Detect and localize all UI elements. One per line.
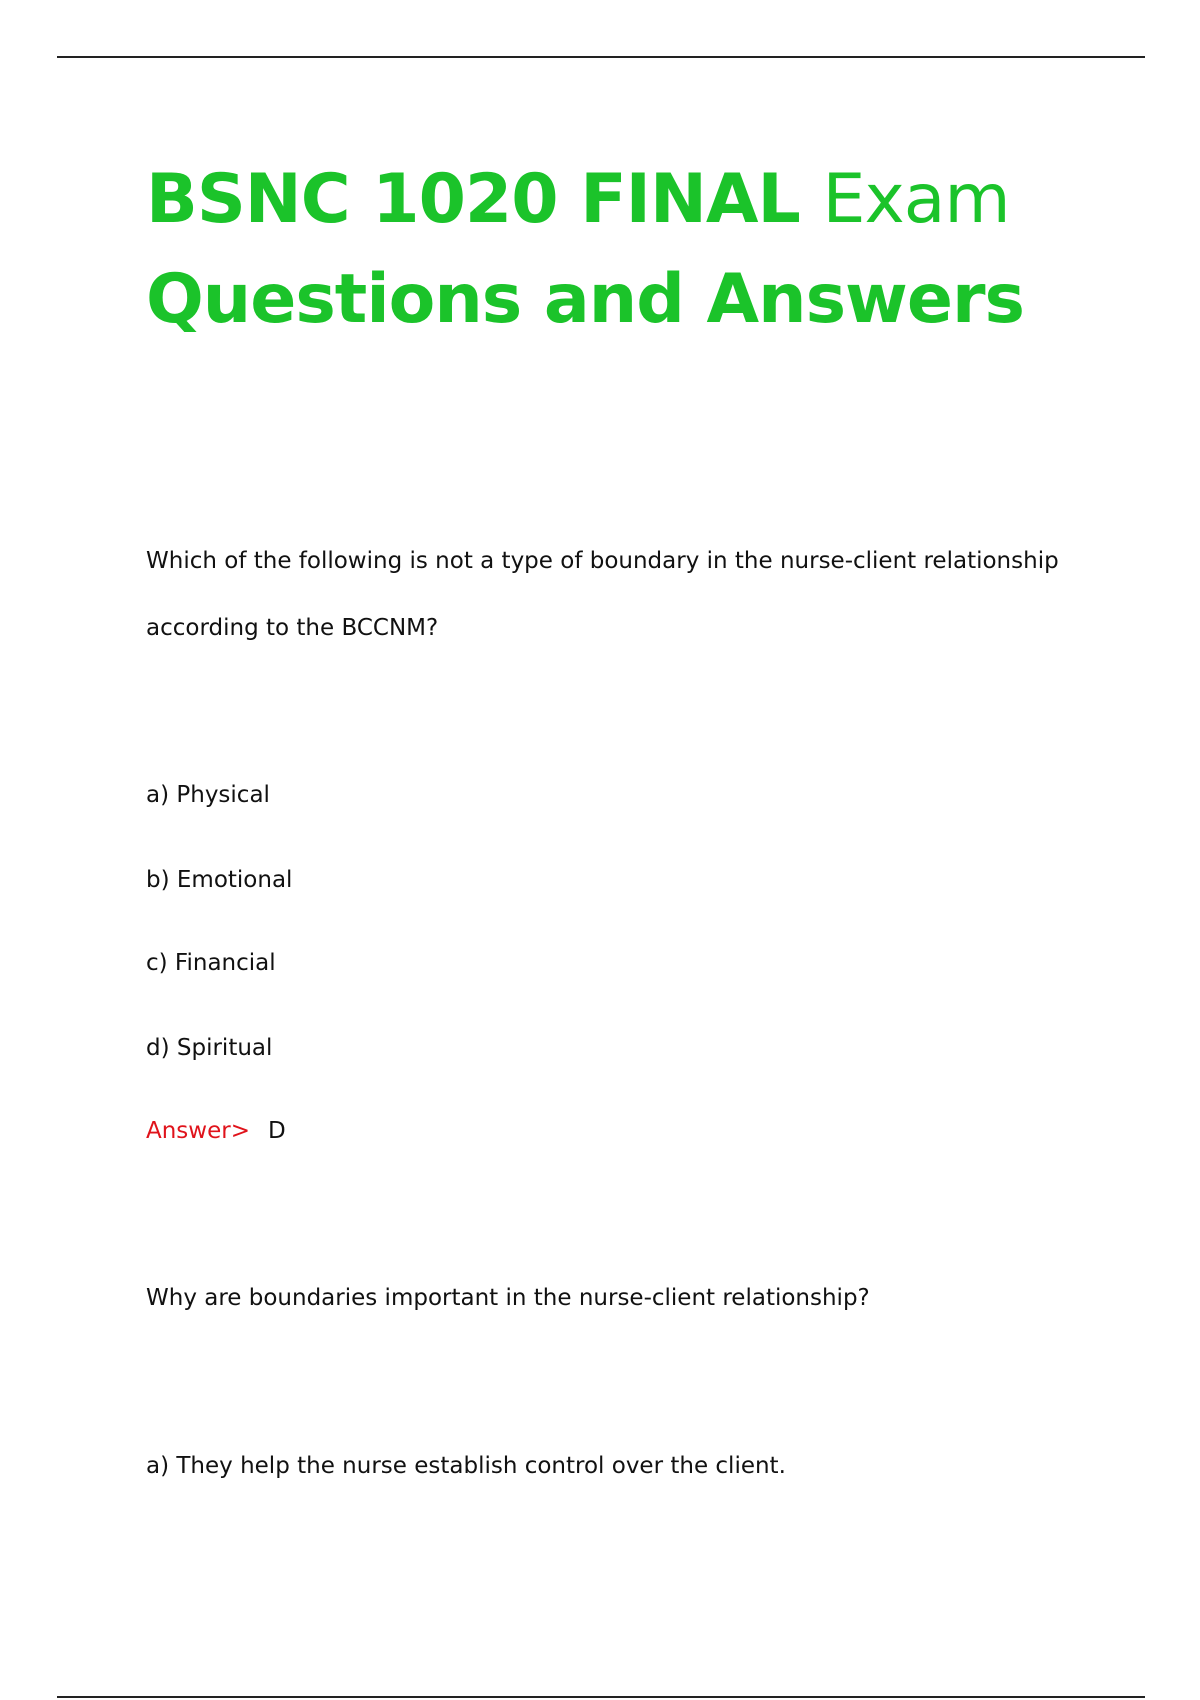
title-part-2: Exam: [822, 160, 1010, 239]
question-1-line-2: according to the BCCNM?: [146, 615, 439, 641]
title-part-1: BSNC 1020 FINAL: [146, 160, 800, 239]
question-1-option-d: d) Spiritual: [146, 1035, 273, 1061]
question-1-option-b: b) Emotional: [146, 867, 293, 893]
question-1-option-a: a) Physical: [146, 782, 270, 808]
document-title: [146, 150, 1146, 350]
question-1-option-c: c) Financial: [146, 950, 276, 976]
answer-value: D: [267, 1118, 286, 1144]
question-2-line-1: Why are boundaries important in the nurse-client relationship?: [146, 1285, 870, 1311]
question-2-option-a: a) They help the nurse establish control over the client.: [146, 1453, 786, 1479]
question-1-answer: [146, 1116, 286, 1146]
bottom-rule: [57, 1696, 1145, 1698]
question-1-line-1: Which of the following is not a type of boundary in the nurse-client relationship: [146, 548, 1059, 574]
answer-label: Answer>: [146, 1118, 250, 1144]
title-line-2: Questions and Answers: [146, 260, 1025, 339]
top-rule: [57, 56, 1145, 58]
